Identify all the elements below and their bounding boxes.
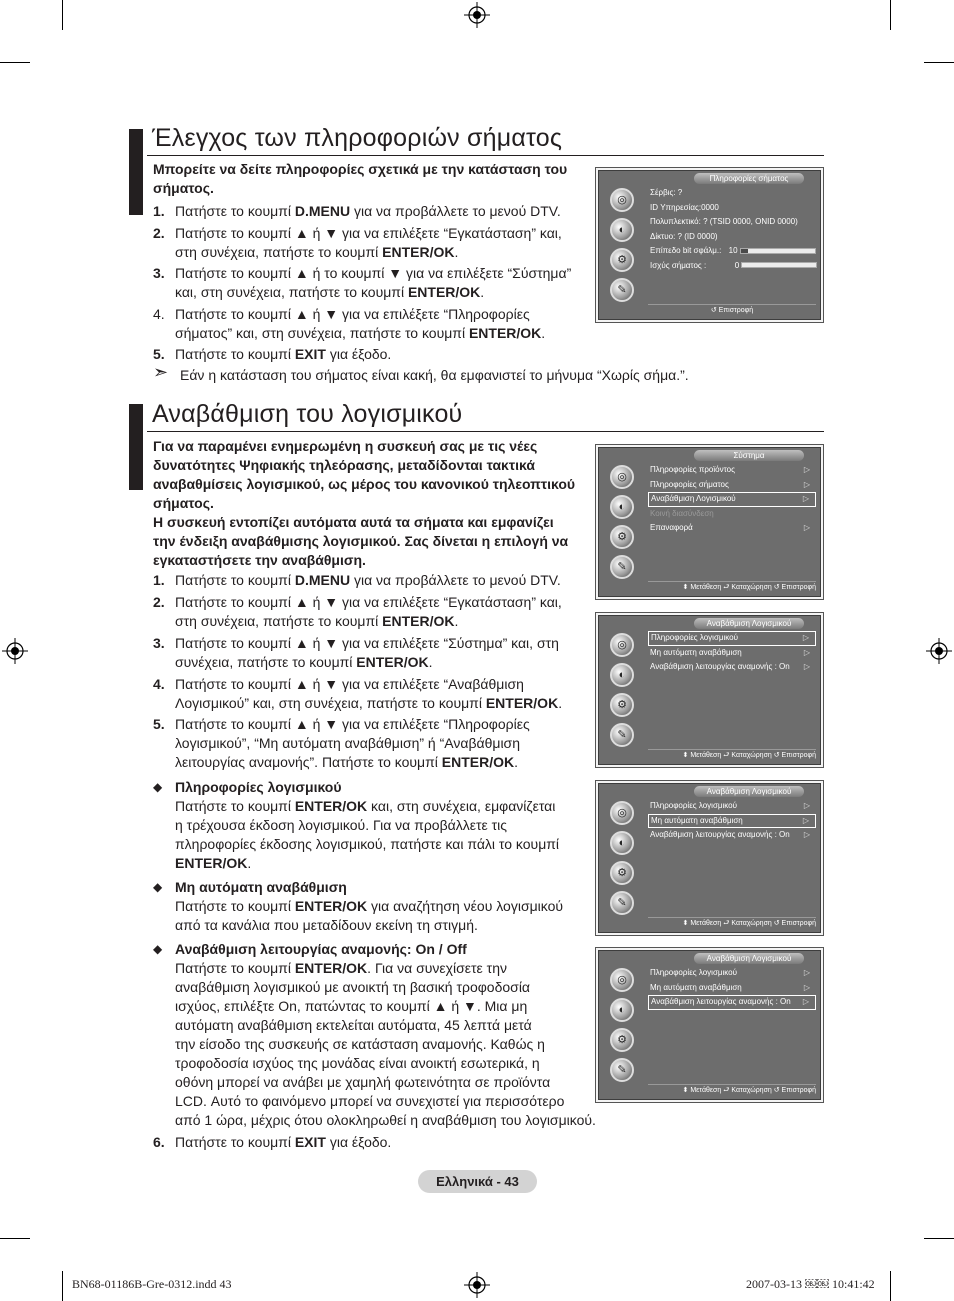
- option-line: [175, 1016, 532, 1035]
- osd-menu-item[interactable]: [648, 799, 816, 814]
- osd-icon-column: [602, 461, 644, 593]
- bit-error-bar: [740, 248, 816, 254]
- button-name: D.MENU: [294, 203, 351, 219]
- osd-title: Αναβάθμιση Λογισμικού: [694, 786, 804, 797]
- picture-icon: ◎: [610, 968, 634, 992]
- option-line: [175, 1073, 550, 1092]
- note-text: Εάν η κατάσταση του σήματος είναι κακή, θα εμφανιστεί το μήνυμα “Χωρίς σήμα.”.: [180, 367, 689, 383]
- step-line: [175, 202, 561, 221]
- osd-system-items: [648, 463, 816, 536]
- crop-mark: [0, 62, 30, 63]
- intro-line: Η συσκευή εντοπίζει αυτόματα αυτά τα σήματα και εμφανίζει: [153, 514, 554, 530]
- text-run: λογισμικού”, “Μη αυτόματη αναβάθμιση” ή “Αναβάθμιση: [175, 735, 520, 751]
- text-run: για αναζήτηση νέου λογισμικού: [367, 898, 564, 914]
- crop-mark: [924, 1238, 954, 1239]
- crop-mark: [62, 0, 63, 30]
- input-icon: ✎: [610, 891, 634, 915]
- signal-strength-bar: [741, 262, 817, 268]
- osd-menu-item-label: Κοινή διασύνδεση: [650, 508, 714, 518]
- text-run: .: [428, 654, 433, 670]
- signal-strength-value: 0: [734, 260, 740, 270]
- step-number: 5.: [153, 716, 165, 732]
- intro-line: αναβαθμίσεις λογισμικού, ως μέρος του κανονικού τηλεοπτικού: [153, 476, 576, 492]
- setup-icon: ⚙: [610, 693, 634, 717]
- setup-icon: ⚙: [610, 1028, 634, 1052]
- text-run: Πατήστε το κουμπί: [175, 1134, 295, 1150]
- osd-title: Σύστημα: [694, 450, 804, 461]
- section-bar: [129, 404, 143, 490]
- step-line: [175, 734, 520, 753]
- step-line: [175, 715, 530, 734]
- sound-icon: ◐: [610, 831, 634, 855]
- text-run: .: [558, 695, 563, 711]
- arrow-right-icon: ▷: [803, 968, 810, 977]
- text-run: και, στη συνέχεια, πατήστε το κουμπί: [175, 284, 408, 300]
- input-icon: ✎: [610, 555, 634, 579]
- text-run: .: [480, 284, 485, 300]
- intro-line: την ένδειξη αναβάθμισης λογισμικού. Σας δίνεται η επιλογή να: [153, 533, 569, 549]
- osd-menu-item-label: Πληροφορίες λογισμικού: [650, 801, 737, 810]
- text-run: και, στη συνέχεια, εμφανίζεται: [367, 798, 556, 814]
- osd-icon-column: [602, 797, 644, 929]
- input-icon: ✎: [610, 1058, 634, 1082]
- print-file: BN68-01186B-Gre-0312.indd 43: [72, 1277, 232, 1291]
- text-run: Πατήστε το κουμπί: [175, 346, 295, 362]
- text-run: την είσοδο της συσκευής σε κατάσταση αναμονής. Καθώς η: [175, 1036, 545, 1052]
- arrow-right-icon: ▷: [802, 633, 809, 642]
- picture-icon: ◎: [610, 801, 634, 825]
- registration-mark-icon: [464, 2, 490, 28]
- button-name: ENTER/OK: [382, 613, 455, 629]
- arrow-right-icon: ▷: [802, 997, 809, 1006]
- step-number: 3.: [153, 265, 165, 281]
- step-line: [175, 283, 484, 302]
- step-number: 1.: [153, 572, 165, 588]
- step-number: 2.: [153, 225, 165, 241]
- step-number: 3.: [153, 635, 165, 651]
- text-run: .: [541, 325, 546, 341]
- sound-icon: ◐: [610, 663, 634, 687]
- osd-menu-item-label: Πληροφορίες λογισμικού: [650, 968, 737, 977]
- intro-line: δυνατότητες Ψηφιακής τηλεόρασης, μεταδίδονται τακτικά: [153, 457, 535, 473]
- button-name: ENTER/OK: [294, 798, 368, 814]
- osd-menu-item[interactable]: [648, 995, 816, 1010]
- osd-icon-column: [602, 964, 644, 1096]
- text-run: στη συνέχεια, πατήστε το κουμπί: [175, 244, 383, 260]
- option-line: [175, 978, 530, 997]
- section-title-software-upgrade: Αναβάθμιση του λογισμικού: [152, 400, 463, 428]
- osd-upgrade-menu-standby: [595, 947, 824, 1103]
- bit-error-label: Επίπεδο bit σφάλμ.:: [650, 246, 722, 255]
- button-name: ENTER/OK: [468, 325, 542, 341]
- text-run: Λογισμικού” και, στη συνέχεια, πατήστε το κουμπί: [175, 695, 486, 711]
- osd-body: [598, 615, 821, 765]
- bullet-diamond-icon: ◆: [153, 780, 163, 794]
- osd-row-bit-error: [648, 244, 816, 259]
- text-run: στη συνέχεια, πατήστε το κουμπί: [175, 613, 383, 629]
- text-run: ισχύος, επιλέξτε On, πατώντας το κουμπί ▲ ή ▼. Μια μη: [175, 998, 528, 1014]
- osd-menu-item[interactable]: [648, 814, 816, 829]
- text-run: τροφοδοσία ισχύος της μονάδας είναι ανοικτή εσωτερικά, η: [175, 1055, 540, 1071]
- step-number: 5.: [153, 346, 165, 362]
- arrow-right-icon: ▷: [803, 982, 810, 992]
- button-name: ENTER/OK: [356, 654, 429, 670]
- osd-row-signal-strength: [648, 259, 816, 274]
- option-line: [175, 854, 251, 873]
- text-run: . Για να συνεχίσετε την: [367, 960, 507, 976]
- text-run: για έξοδο.: [325, 1134, 392, 1150]
- button-name: EXIT: [294, 1134, 326, 1150]
- text-run: από 1 ώρα, μέχρις ότου ολοκληρωθεί η αναβάθμιση του λογισμικού.: [175, 1112, 596, 1128]
- text-run: .: [454, 244, 459, 260]
- osd-footer: ↺ Επιστροφή: [648, 304, 816, 316]
- option-line: [175, 997, 527, 1016]
- osd-menu-item[interactable]: [648, 492, 816, 507]
- setup-icon: ⚙: [610, 248, 634, 272]
- arrow-right-icon: ▷: [802, 494, 809, 503]
- osd-footer: ⬍ Μετάθεση ⮐ Καταχώρηση ↺ Επιστροφή: [648, 1084, 816, 1096]
- step-line: [175, 675, 524, 694]
- text-run: για να προβάλλετε το μενού DTV.: [350, 572, 561, 588]
- osd-icon-column: [602, 629, 644, 761]
- text-run: συνέχεια, πατήστε το κουμπί: [175, 654, 357, 670]
- text-run: .: [454, 613, 459, 629]
- button-name: ENTER/OK: [294, 898, 368, 914]
- option-line: [175, 1054, 540, 1073]
- bullet-diamond-icon: ◆: [153, 942, 163, 956]
- text-run: για να προβάλλετε το μενού DTV.: [350, 203, 561, 219]
- step-number: 2.: [153, 594, 165, 610]
- osd-upgrade-items: [648, 631, 816, 675]
- registration-mark-icon: [2, 638, 28, 664]
- osd-menu-item[interactable]: [648, 828, 816, 843]
- button-name: ENTER/OK: [382, 244, 455, 260]
- text-run: Πατήστε το κουμπί ▲ ή ▼ για να επιλέξετε “Πληροφορίες: [175, 306, 530, 322]
- osd-row-network: Δίκτυο: ? (ID 0000): [650, 231, 718, 241]
- crop-mark: [62, 1271, 63, 1301]
- picture-icon: ◎: [610, 465, 634, 489]
- picture-icon: ◎: [610, 188, 634, 212]
- text-run: Πατήστε το κουμπί ▲ ή ▼ για να επιλέξετε “Εγκατάσταση” και,: [175, 225, 562, 241]
- osd-menu-item-label: Επαναφορά: [650, 523, 693, 532]
- option-line: [175, 797, 555, 816]
- text-run: Πατήστε το κουμπί ▲ ή ▼ για να επιλέξετε “Σύστημα” και, στη: [175, 635, 559, 651]
- option-line: [175, 916, 478, 935]
- input-icon: ✎: [610, 278, 634, 302]
- crop-mark: [890, 0, 891, 30]
- osd-title: Πληροφορίες σήματος: [694, 173, 804, 184]
- sound-icon: ◐: [610, 218, 634, 242]
- text-run: Πατήστε το κουμπί ▲ ή ▼ για να επιλέξετε “Εγκατάσταση” και,: [175, 594, 562, 610]
- step-line: [175, 753, 518, 772]
- arrow-right-icon: ▷: [803, 830, 810, 839]
- text-run: πληροφορίες έκδοσης λογισμικού, πατήστε και πάλι το κουμπί: [175, 836, 560, 852]
- step-line: [175, 612, 458, 631]
- osd-title: Αναβάθμιση Λογισμικού: [694, 953, 804, 964]
- osd-body: [598, 783, 821, 933]
- text-run: αναβάθμιση λογισμικού με ανοικτή τη βασική τροφοδοσία: [175, 979, 531, 995]
- step-line: [175, 571, 561, 590]
- option-title: Πληροφορίες λογισμικού: [175, 779, 342, 795]
- osd-menu-item[interactable]: [648, 507, 816, 522]
- button-name: ENTER/OK: [485, 695, 559, 711]
- option-line: [175, 816, 507, 835]
- osd-row-service: Σέρβις: ?: [650, 188, 683, 197]
- osd-menu-item-label: Αναβάθμιση λειτουργίας αναμονής : On: [650, 830, 790, 839]
- button-name: ENTER/OK: [407, 284, 481, 300]
- print-timestamp: 2007-03-13 ￼￼ 10:41:42: [746, 1277, 875, 1291]
- osd-upgrade-menu-manual: [595, 780, 824, 936]
- step-line: [175, 1133, 391, 1152]
- arrow-right-icon: ▷: [803, 479, 810, 489]
- step-number: 6.: [153, 1134, 165, 1150]
- section-title-signal-info: Έλεγχος των πληροφοριών σήματος: [152, 124, 563, 152]
- arrow-right-icon: ▷: [803, 465, 810, 474]
- intro-line: Για να παραμένει ενημερωμένη η συσκευή σας με τις νέες: [153, 438, 538, 454]
- option-line: [175, 835, 559, 854]
- step-number: 4.: [153, 306, 165, 322]
- osd-menu-item[interactable]: [648, 966, 816, 981]
- osd-menu-item-label: Μη αυτόματη αναβάθμιση: [650, 647, 742, 657]
- section-bar: [129, 129, 143, 215]
- option-line: [175, 1092, 564, 1111]
- arrow-right-icon: ▷: [803, 523, 810, 532]
- text-run: αυτόματη αναβάθμιση εκτελείται αυτόματα, 45 λεπτά μετά: [175, 1017, 532, 1033]
- arrow-right-icon: ▷: [803, 801, 810, 810]
- osd-icon-column: [602, 184, 644, 316]
- text-run: Πατήστε το κουμπί: [175, 960, 295, 976]
- text-run: .: [247, 855, 252, 871]
- osd-menu-item-label: Μη αυτόματη αναβάθμιση: [651, 815, 743, 825]
- osd-row-service-id: ID Υπηρεσίας:0000: [650, 202, 719, 212]
- option-line: [175, 897, 563, 916]
- page-number: Ελληνικά - 43: [418, 1170, 537, 1193]
- option-title: Αναβάθμιση λειτουργίας αναμονής: On / Off: [175, 941, 467, 957]
- step-line: [175, 653, 433, 672]
- text-run: από τα κανάλια που μεταδίδουν εκείνη τη στιγμή.: [175, 917, 478, 933]
- osd-menu-item[interactable]: [648, 521, 816, 536]
- osd-signal-info: [595, 167, 824, 323]
- sound-icon: ◐: [610, 998, 634, 1022]
- step-number: 1.: [153, 203, 165, 219]
- step-line: [175, 593, 562, 612]
- osd-menu-item[interactable]: [648, 660, 816, 675]
- osd-footer: ⬍ Μετάθεση ⮐ Καταχώρηση ↺ Επιστροφή: [648, 917, 816, 929]
- text-run: Πατήστε το κουμπί: [175, 898, 295, 914]
- signal-strength-label: Ισχύς σήματος :: [650, 260, 707, 270]
- text-run: Πατήστε το κουμπί ▲ ή ▼ για να επιλέξετε “Αναβάθμιση: [175, 676, 524, 692]
- option-title: Μη αυτόματη αναβάθμιση: [175, 879, 347, 895]
- bit-error-value: 10: [728, 246, 738, 255]
- osd-footer: ⬍ Μετάθεση ⮐ Καταχώρηση ↺ Επιστροφή: [648, 581, 816, 593]
- button-name: ENTER/OK: [175, 855, 248, 871]
- option-line: [175, 959, 507, 978]
- intro-line: εγκαταστήσετε την αναβάθμιση.: [153, 552, 366, 568]
- text-run: LCD. Αυτό το φαινόμενο μπορεί να συνεχιστεί για περισσότερο: [175, 1093, 565, 1109]
- note-arrow-icon: ➣: [153, 362, 169, 382]
- picture-icon: ◎: [610, 633, 634, 657]
- arrow-right-icon: ▷: [802, 815, 809, 825]
- text-run: οθόνη μπορεί να ανάβει με χαμηλή φωτεινότητα σε προϊόντα: [175, 1074, 551, 1090]
- button-name: EXIT: [294, 346, 326, 362]
- arrow-right-icon: ▷: [803, 647, 810, 657]
- osd-menu-item[interactable]: [648, 646, 816, 661]
- step-line: [175, 264, 571, 283]
- button-name: ENTER/OK: [294, 960, 368, 976]
- button-name: D.MENU: [294, 572, 351, 588]
- osd-body: [598, 950, 821, 1100]
- text-run: σήματος” και, στη συνέχεια, πατήστε το κουμπί: [175, 325, 469, 341]
- osd-menu-item[interactable]: [648, 631, 816, 646]
- step-line: [175, 345, 391, 364]
- osd-menu-item-label: Αναβάθμιση λειτουργίας αναμονής : On: [650, 662, 790, 671]
- intro-line: Μπορείτε να δείτε πληροφορίες σχετικά με την κατάσταση του: [153, 161, 568, 177]
- text-run: Πατήστε το κουμπί: [175, 203, 295, 219]
- button-name: ENTER/OK: [441, 754, 515, 770]
- step-line: [175, 243, 458, 262]
- text-run: Πατήστε το κουμπί: [175, 798, 295, 814]
- crop-mark: [890, 1271, 891, 1301]
- registration-mark-icon: [926, 638, 952, 664]
- osd-menu-item[interactable]: [648, 463, 816, 478]
- text-run: για έξοδο.: [325, 346, 392, 362]
- text-run: η τρέχουσα έκδοση λογισμικού. Για να προβάλλετε τις: [175, 817, 508, 833]
- setup-icon: ⚙: [610, 861, 634, 885]
- osd-upgrade-items: [648, 966, 816, 1010]
- text-run: Πατήστε το κουμπί ▲ ή ▼ για να επιλέξετε “Πληροφορίες: [175, 716, 530, 732]
- osd-system-menu: [595, 444, 824, 600]
- option-line: [175, 1035, 545, 1054]
- osd-menu-item[interactable]: [648, 478, 816, 493]
- osd-signal-rows: [648, 186, 816, 273]
- osd-menu-item-label: Αναβάθμιση Λογισμικού: [651, 494, 736, 503]
- text-run: λειτουργίας αναμονής”. Πατήστε το κουμπί: [175, 754, 442, 770]
- osd-title: Αναβάθμιση Λογισμικού: [694, 618, 804, 629]
- text-run: Πατήστε το κουμπί: [175, 572, 295, 588]
- text-run: .: [514, 754, 519, 770]
- sound-icon: ◐: [610, 495, 634, 519]
- osd-menu-item-label: Πληροφορίες προϊόντος: [650, 465, 735, 474]
- setup-icon: ⚙: [610, 525, 634, 549]
- text-run: Πατήστε το κουμπί ▲ ή το κουμπί ▼ για να επιλέξετε “Σύστημα”: [175, 265, 572, 281]
- osd-upgrade-menu-info: [595, 612, 824, 768]
- osd-menu-item-label: Πληροφορίες σήματος: [650, 479, 729, 489]
- registration-mark-icon: [464, 1272, 490, 1298]
- osd-menu-item-label: Μη αυτόματη αναβάθμιση: [650, 982, 742, 992]
- osd-footer: ⬍ Μετάθεση ⮐ Καταχώρηση ↺ Επιστροφή: [648, 749, 816, 761]
- option-line: [175, 1111, 596, 1130]
- crop-mark: [924, 62, 954, 63]
- intro-line: σήματος.: [153, 495, 214, 511]
- osd-menu-item[interactable]: [648, 981, 816, 996]
- step-line: [175, 694, 562, 713]
- osd-upgrade-items: [648, 799, 816, 843]
- osd-menu-item-label: Αναβάθμιση λειτουργίας αναμονής : On: [651, 997, 791, 1006]
- step-line: [175, 634, 559, 653]
- osd-menu-item-label: Πληροφορίες λογισμικού: [651, 633, 738, 642]
- crop-mark: [0, 1238, 30, 1239]
- arrow-right-icon: ▷: [803, 662, 810, 671]
- step-line: [175, 324, 545, 343]
- step-line: [175, 305, 530, 324]
- intro-line: σήματος.: [153, 180, 214, 196]
- step-line: [175, 224, 562, 243]
- bullet-diamond-icon: ◆: [153, 880, 163, 894]
- osd-row-multiplex: Πολυπλεκτικό: ? (TSID 0000, ONID 0000): [650, 217, 798, 226]
- step-number: 4.: [153, 676, 165, 692]
- input-icon: ✎: [610, 723, 634, 747]
